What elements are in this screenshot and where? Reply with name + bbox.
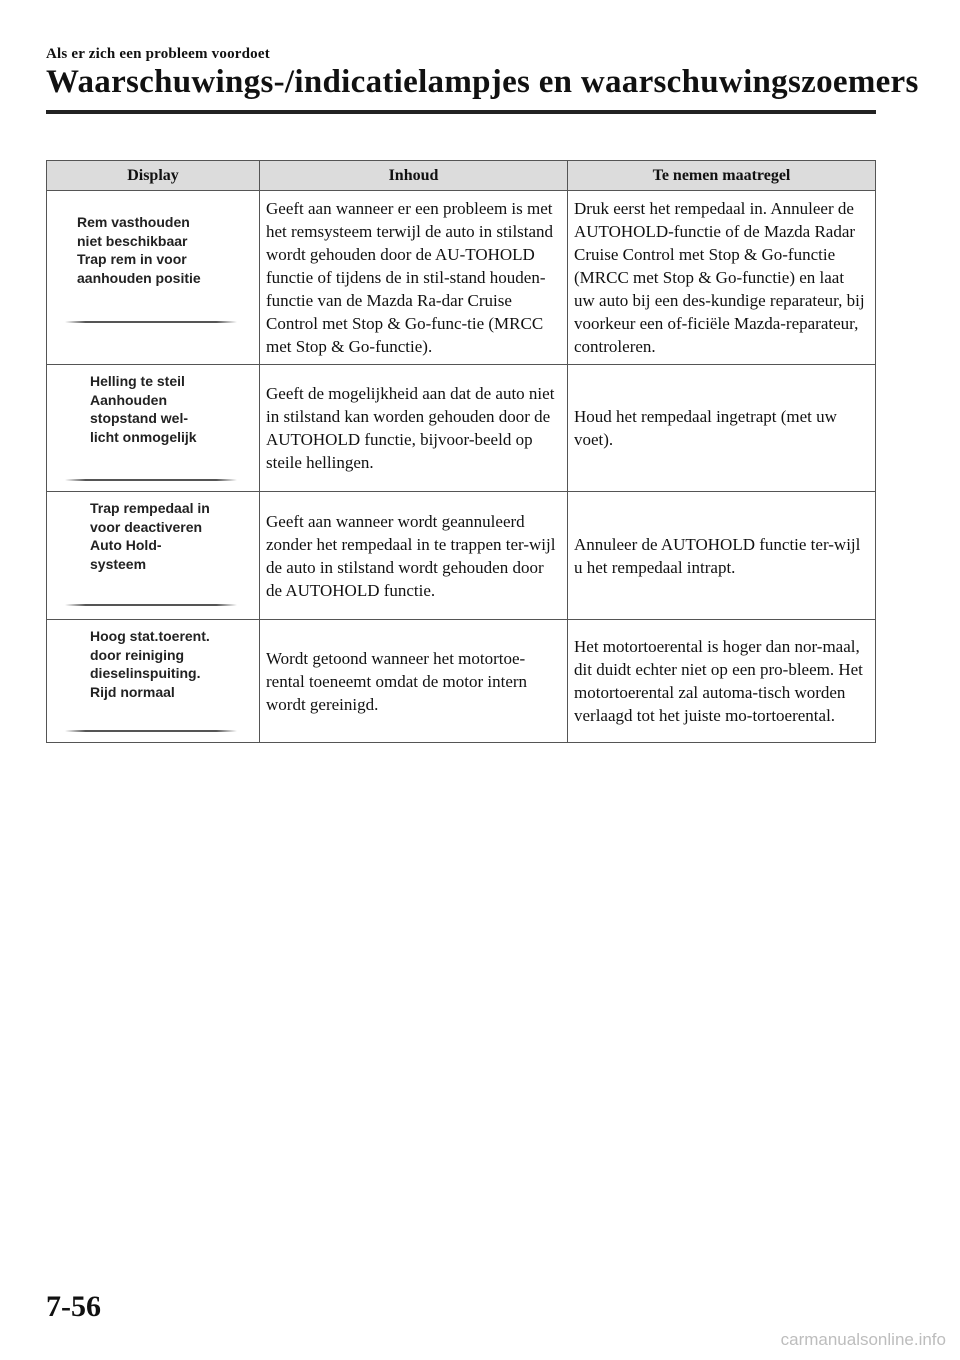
maatregel-cell: Het motortoerental is hoger dan nor-maal, dit duidt echter niet op een pro-bleem. Het motortoerental zal automa-tisch worden verlaagd tot het juiste mo-tortoerental. — [568, 620, 876, 743]
column-header-display: Display — [47, 161, 260, 191]
table-header-row — [47, 161, 876, 191]
display-cell — [47, 191, 260, 365]
display-message-image — [47, 620, 259, 742]
inhoud-cell: Geeft aan wanneer er een probleem is met het remsysteem terwijl de auto in stilstand wordt gehouden door de AU-TOHOLD functie of tijdens de in stil-stand houden-functie van de Mazda Ra-dar Cruise Control met Stop & Go-func-tie (MRCC met Stop & Go-functie). — [260, 191, 568, 365]
table-row — [47, 492, 876, 620]
display-message-image — [47, 365, 259, 491]
table-row — [47, 620, 876, 743]
column-header-maatregel: Te nemen maatregel — [568, 161, 876, 191]
display-message-image — [47, 492, 259, 619]
page-title: Waarschuwings-/indicatielampjes en waarschuwingszoemers — [46, 64, 919, 100]
display-message: Helling te steil Aanhouden stopstand wel- licht onmogelijk — [90, 373, 197, 445]
display-cell — [47, 620, 260, 743]
display-message: Rem vasthouden niet beschikbaar Trap rem in voor aanhouden positie — [77, 214, 201, 286]
maatregel-cell: Druk eerst het rempedaal in. Annuleer de AUTOHOLD-functie of de Mazda Radar Cruise Control met Stop & Go-functie (MRCC met Stop & Go-functie) en laat uw auto bij een des-kundige reparateur, bij voorkeur een of-ficiële Mazda-reparateur, controleren. — [568, 191, 876, 365]
table-row — [47, 365, 876, 492]
warning-messages-table — [46, 160, 876, 743]
display-underline — [65, 321, 237, 323]
display-cell — [47, 492, 260, 620]
section-label: Als er zich een probleem voordoet — [46, 46, 270, 62]
inhoud-cell: Wordt getoond wanneer het motortoe-rental toeneemt omdat de motor intern wordt gereinigd. — [260, 620, 568, 743]
display-underline — [65, 479, 237, 481]
display-underline — [65, 604, 237, 606]
title-rule — [46, 110, 876, 114]
inhoud-cell: Geeft de mogelijkheid aan dat de auto niet in stilstand kan worden gehouden door de AUTOHOLD functie, bijvoor-beeld op steile hellingen. — [260, 365, 568, 492]
display-message-image — [47, 191, 259, 351]
inhoud-cell: Geeft aan wanneer wordt geannuleerd zonder het rempedaal in te trappen ter-wijl de auto in stilstand wordt gehouden door de AUTOHOLD functie. — [260, 492, 568, 620]
maatregel-cell: Annuleer de AUTOHOLD functie ter-wijl u het rempedaal intrapt. — [568, 492, 876, 620]
column-header-inhoud: Inhoud — [260, 161, 568, 191]
display-cell — [47, 365, 260, 492]
table-row — [47, 191, 876, 365]
page-number: 7-56 — [46, 1290, 101, 1323]
display-message: Hoog stat.toerent. door reiniging dieselinspuiting. Rijd normaal — [90, 628, 210, 700]
watermark: carmanualsonline.info — [780, 1330, 946, 1349]
maatregel-cell: Houd het rempedaal ingetrapt (met uw voet). — [568, 365, 876, 492]
display-message: Trap rempedaal in voor deactiveren Auto Hold- systeem — [90, 500, 210, 572]
display-underline — [65, 730, 237, 732]
